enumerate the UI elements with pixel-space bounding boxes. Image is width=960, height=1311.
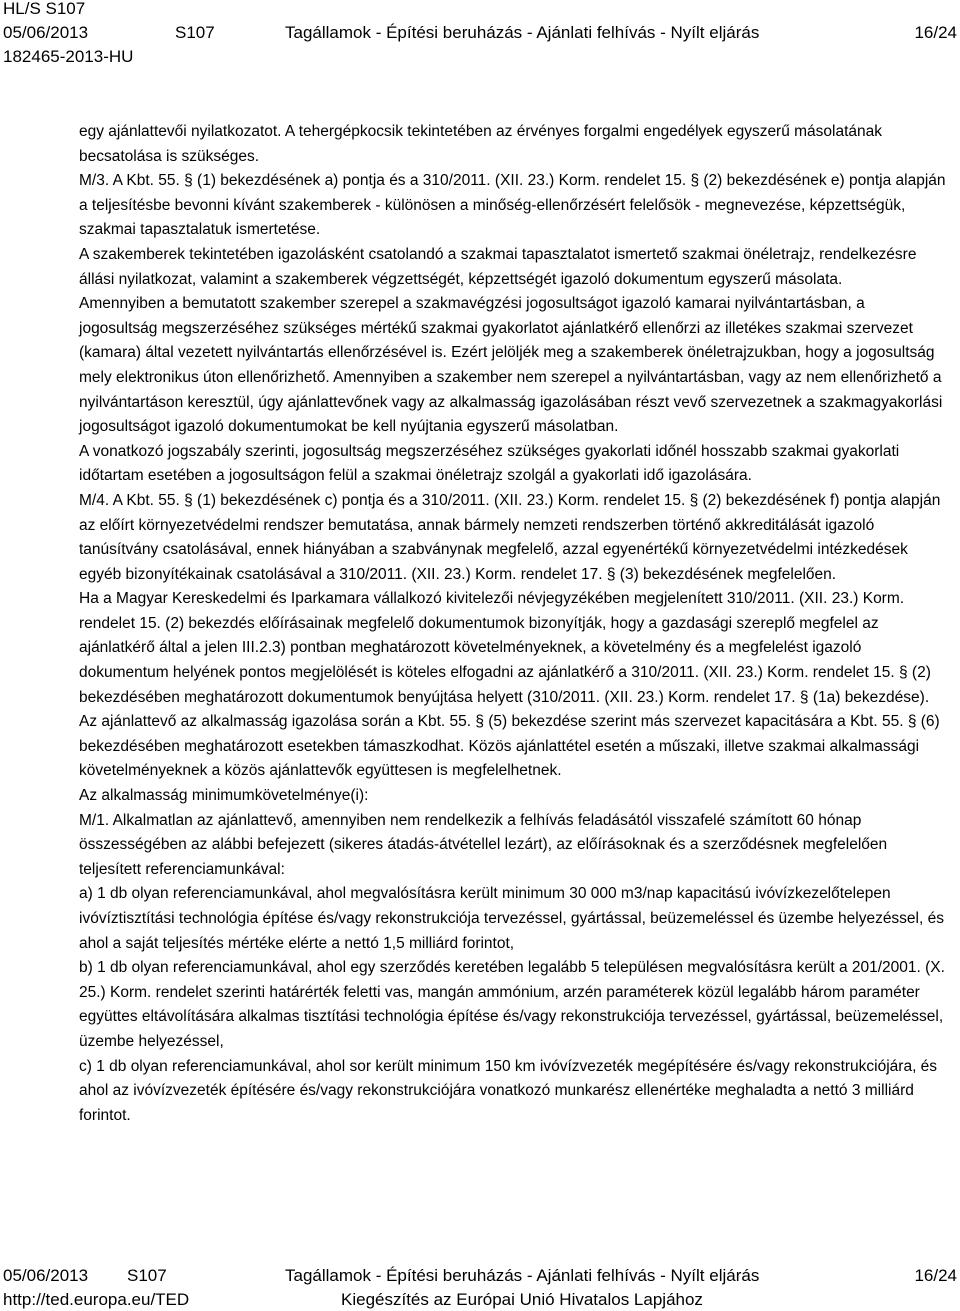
document-body [79,120,947,1128]
footer-series: S107 [127,1266,167,1285]
doc-id: HL/S S107 [3,0,86,18]
paragraph: Az alkalmasság minimumkövetelménye(i): [79,787,369,805]
paragraph: c) 1 db olyan referenciamunkával, ahol sor került minimum 150 km ivóvízvezeték megépítésére és/vagy rekonstrukciójára, és ahol az ivóvízvezeték építésére és/vagy rekonstrukciójára vonatkozó munkarész ellenértéke meghaladta a nettó 3 milliárd forintot. [79,1057,938,1124]
header-date: 05/06/2013 [3,23,89,42]
notice-id: 182465-2013-HU [3,47,134,66]
ted-url-link[interactable]: http://ted.europa.eu/TED [3,1290,190,1309]
paragraph: egy ajánlattevői nyilatkozatot. A tehergépkocsik tekintetében az érvényes forgalmi engedélyek egyszerű másolatának becsatolása is szükséges. [79,123,883,165]
publication-name: Kiegészítés az Európai Unió Hivatalos Lapjához [341,1290,703,1309]
header-title: Tagállamok - Építési beruházás - Ajánlati felhívás - Nyílt eljárás [285,23,760,42]
paragraph: A vonatkozó jogszabály szerinti, jogosultság megszerzéséhez szükséges gyakorlati időnél hosszabb szakmai gyakorlati időtartam esetében a jogosultságon felül a szakmai önéletrajz szolgál a gyakorlati idő igazolására. [79,442,900,485]
paragraph: b) 1 db olyan referenciamunkával, ahol egy szerződés keretében legalább 5 településen megvalósításra került a 201/2001. (X. 25.) Korm. rendelet szerinti határérték feletti vas, mangán ammónium, arzén paraméterek közül legalább három paraméter együttes eltávolítására alkalmas tisztítási technológia építése és/vagy rekonstrukciója tervezéssel, gyártással, beüzemeléssel, üzembe helyezéssel, [79,959,945,1050]
paragraph: A szakemberek tekintetében igazolásként csatolandó a szakmai tapasztalatot ismertető szakmai önéletrajz, rendelkezésre állási nyilatkozat, valamint a szakemberek végzettségét, képzettségét igazoló dokumentum egyszerű másolata. [79,245,917,288]
paragraph: M/1. Alkalmatlan az ajánlattevő, amennyiben nem rendelkezik a felhívás feladásától visszafelé számított 60 hónap összességében az alábbi befejezett (sikeres átadás-átvétellel lezárt), az előírásoknak és a szerződésnek megfelelően teljesített referenciamunkával: [79,811,888,878]
paragraph: Az ajánlattevő az alkalmasság igazolása során a Kbt. 55. § (5) bekezdése szerint más szervezet kapacitására a Kbt. 55. § (6) bekezdésében meghatározott esetekben támaszkodhat. Közös ajánlattétel esetén a műszaki, illetve szakmai alkalmassági követelményeknek a közös ajánlattevők együttesen is megfelelhetnek. [79,713,940,780]
footer-page-number: 16/24 [914,1266,957,1285]
paragraph: Ha a Magyar Kereskedelmi és Iparkamara vállalkozó kivitelezői névjegyzékében megjelenített 310/2011. (XII. 23.) Korm. rendelet 15. (2) bekezdés előírásainak megfelelő dokumentumok bizonyítják, hogy a gazdasági szereplő megfelel az ajánlatkérő által a jelen III.2.3) pontban meghatározott követelményeknek, a követelmény és a megfelelést igazoló dokumentum helyének pontos megjelölését is köteles elfogadni az ajánlatkérő a 310/2011. (XII. 23.) Korm. rendelet 15. § (2) bekezdésében meghatározott dokumentumok benyújtása helyett (310/2011. (XII. 23.) Korm. rendelet 17. § (1a) bekezdése). [79,590,931,706]
paragraph: M/4. A Kbt. 55. § (1) bekezdésének c) pontja és a 310/2011. (XII. 23.) Korm. rendelet 15. § (2) bekezdésének f) pontja alapján az előírt környezetvédelmi rendszer bemutatása, annak bármely nemzeti rendszerben történő akkreditálását igazoló tanúsítvány csatolásával, ennek hiányában a szabványnak megfelelő, azzal egyenértékű környezetvédelmi intézkedések egyéb bizonyítékainak csatolásával a 310/2011. (XII. 23.) Korm. rendelet 17. § (3) bekezdésének megfelelően. [79,491,941,583]
footer-title: Tagállamok - Építési beruházás - Ajánlati felhívás - Nyílt eljárás [285,1266,760,1285]
footer-date: 05/06/2013 [3,1266,89,1285]
paragraph: a) 1 db olyan referenciamunkával, ahol megvalósításra került minimum 30 000 m3/nap kapacitású ivóvízkezelőtelepen ivóvíztisztítási technológia építése és/vagy rekonstrukciója tervezéssel, gyártással, beüzemeléssel és üzembe helyezéssel, és ahol a saját teljesítés mértéke elérte a nettó 1,5 milliárd forintot, [79,885,944,952]
paragraph: Amennyiben a bemutatott szakember szerepel a szakmavégzési jogosultságot igazoló kamarai nyilvántartásban, a jogosultság megszerzéséhez szükséges mértékű szakmai gyakorlatot ajánlatkérő ellenőrzi az illetékes szakmai szervezet (kamara) által vezetett nyilvántartás ellenőrzésével is. Ezért jelöljék meg a szakemberek önéletrajzukban, hogy a jogosultság mely elektronikus úton ellenőrizhető. Amennyiben a szakember nem szerepel a nyilvántartásban, vagy az nem ellenőrizhető a nyilvántartáson keresztül, úgy ajánlattevőnek vagy az alkalmasság igazolásában részt vevő szervezetnek a szakmagyakorlási jogosultságot igazoló dokumentumokat be kell nyújtania egyszerű másolatban. [79,295,943,436]
paragraph: M/3. A Kbt. 55. § (1) bekezdésének a) pontja és a 310/2011. (XII. 23.) Korm. rendelet 15. § (2) bekezdésének e) pontja alapján a teljesítésbe bevonni kívánt szakemberek - különösen a minőség-ellenőrzésért felelősök - megnevezése, képzettségük, szakmai tapasztalatuk ismertetése. [79,172,946,239]
header-page-number: 16/24 [914,23,957,42]
header-series: S107 [175,23,215,42]
